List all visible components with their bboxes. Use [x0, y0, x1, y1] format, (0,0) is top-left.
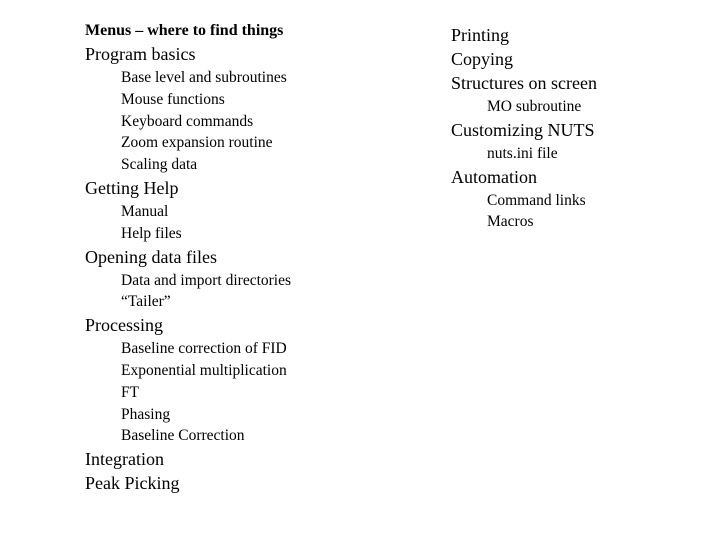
subtopic-scaling-data: Scaling data [121, 156, 198, 174]
structures-subtopics [451, 96, 701, 118]
topic-copying: Copying [451, 49, 514, 69]
program-basics-subtopics [85, 67, 385, 176]
subtopic-ft: FT [121, 383, 140, 401]
subtopic-mouse-functions: Mouse functions [121, 90, 225, 108]
topic-processing: Processing [85, 315, 163, 336]
subtopic-tailer: “Tailer” [121, 293, 171, 311]
subtopic-help-files: Help files [121, 224, 182, 242]
subtopic-command-links: Command links [487, 191, 586, 209]
subtopic-baseline-correction-fid: Baseline correction of FID [121, 340, 287, 358]
subtopic-baseline-correction: Baseline Correction [121, 427, 245, 445]
customizing-subtopics [451, 143, 701, 165]
left-outline-column [85, 20, 385, 495]
subtopic-keyboard-commands: Keyboard commands [121, 112, 254, 130]
right-outline-column [451, 24, 701, 233]
opening-data-files-subtopics [85, 270, 385, 314]
topic-getting-help: Getting Help [85, 177, 179, 198]
subtopic-data-import-directories: Data and import directories [121, 271, 292, 289]
topic-program-basics: Program basics [85, 44, 196, 64]
automation-subtopics [451, 190, 701, 234]
subtopic-mo-subroutine: MO subroutine [487, 98, 582, 115]
subtopic-macros: Macros [487, 213, 534, 231]
topic-automation: Automation [451, 166, 537, 187]
subtopic-exponential-multiplication: Exponential multiplication [121, 361, 287, 379]
processing-subtopics [85, 338, 385, 447]
subtopic-manual: Manual [121, 202, 169, 220]
topic-printing: Printing [451, 25, 510, 45]
subtopic-zoom-expansion: Zoom expansion routine [121, 134, 273, 152]
topic-integration: Integration [85, 449, 164, 470]
topic-customizing-nuts: Customizing NUTS [451, 119, 595, 140]
topic-peak-picking: Peak Picking [85, 473, 180, 494]
getting-help-subtopics [85, 201, 385, 245]
topic-opening-data-files: Opening data files [85, 246, 217, 267]
topic-menus: Menus – where to find things [85, 22, 284, 39]
subtopic-phasing: Phasing [121, 405, 171, 423]
subtopic-base-level: Base level and subroutines [121, 69, 287, 86]
subtopic-nuts-ini-file: nuts.ini file [487, 144, 558, 162]
topic-structures-on-screen: Structures on screen [451, 73, 597, 93]
